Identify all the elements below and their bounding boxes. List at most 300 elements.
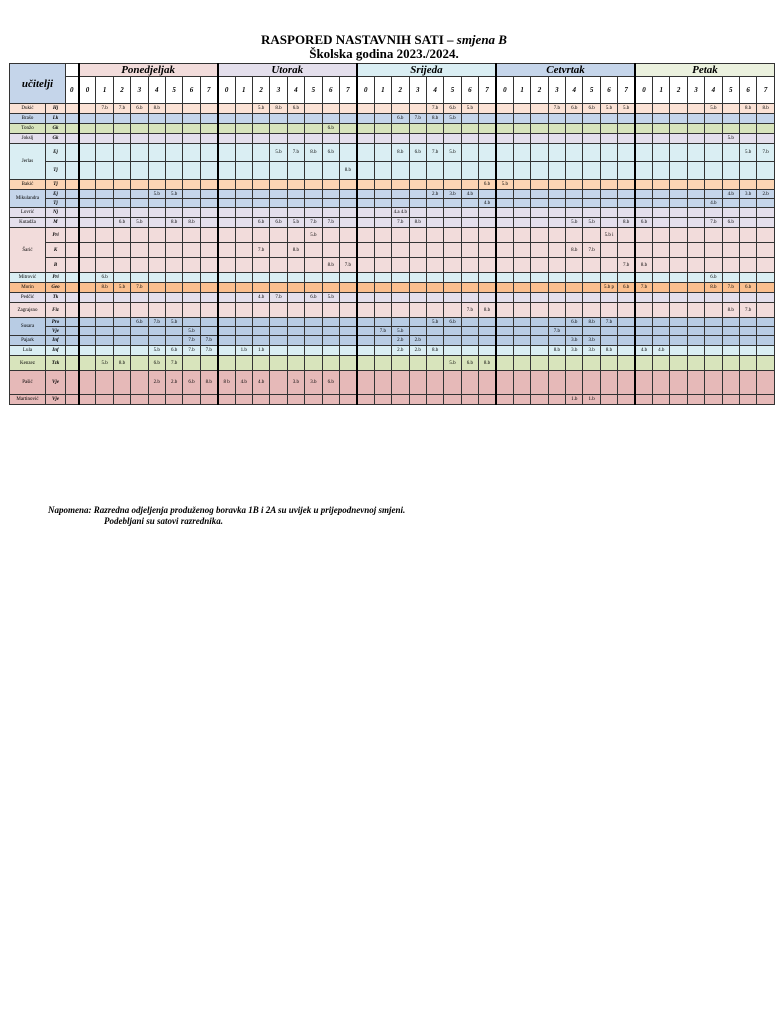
schedule-cell [322,199,339,208]
schedule-cell [357,273,374,283]
schedule-cell [444,243,461,258]
schedule-cell [653,273,670,283]
schedule-cell [670,371,687,395]
schedule-cell [148,293,165,303]
schedule-cell [113,327,130,336]
schedule-cell [496,356,513,371]
schedule-cell [600,293,617,303]
schedule-cell: 7.b [252,243,269,258]
schedule-cell [96,243,113,258]
schedule-cell [739,336,756,346]
schedule-cell [635,327,652,336]
schedule-cell [583,371,600,395]
schedule-cell [270,243,287,258]
schedule-cell [531,243,548,258]
schedule-cell [252,228,269,243]
schedule-cell [635,124,652,134]
subject-code: Gk [46,124,66,134]
schedule-cell [670,190,687,199]
period-header: 4 [566,77,583,104]
period-header: 6 [183,77,200,104]
schedule-cell [687,124,704,134]
schedule-cell [583,327,600,336]
schedule-cell [200,293,217,303]
schedule-cell [513,199,530,208]
period-header: 7 [479,77,496,104]
schedule-cell [687,199,704,208]
schedule-cell [635,273,652,283]
schedule-cell [218,318,235,327]
schedule-cell [479,104,496,114]
schedule-cell [531,228,548,243]
schedule-cell [670,180,687,190]
day-header: Srijeda [357,64,496,77]
schedule-cell [339,303,356,318]
schedule-cell [235,144,252,162]
schedule-cell [131,190,148,199]
schedule-cell [183,243,200,258]
schedule-cell [183,208,200,218]
schedule-cell [79,134,96,144]
schedule-cell [653,336,670,346]
schedule-cell [235,303,252,318]
teacher-name: Zagrajsno [10,303,46,318]
schedule-cell [444,293,461,303]
schedule-cell [339,228,356,243]
schedule-cell [635,144,652,162]
schedule-cell [409,258,426,273]
schedule-cell [218,190,235,199]
schedule-cell [566,371,583,395]
schedule-cell [705,228,722,243]
schedule-cell [270,327,287,336]
schedule-cell [722,104,739,114]
schedule-cell [392,258,409,273]
schedule-cell: 1.b [583,395,600,405]
schedule-cell [479,283,496,293]
schedule-cell [113,303,130,318]
schedule-cell [653,303,670,318]
schedule-cell [687,104,704,114]
schedule-cell [183,356,200,371]
schedule-cell [200,144,217,162]
schedule-cell [496,114,513,124]
footnote-line-2: Podebljani su satovi razrednika. [104,516,224,526]
schedule-cell [635,162,652,180]
schedule-cell: 5.b [252,104,269,114]
schedule-cell [444,303,461,318]
schedule-cell [479,336,496,346]
schedule-cell [583,356,600,371]
schedule-cell [131,124,148,134]
schedule-cell [374,258,391,273]
schedule-cell [200,114,217,124]
schedule-cell [479,243,496,258]
schedule-cell: 8.b [409,218,426,228]
schedule-cell [670,134,687,144]
schedule-cell [200,199,217,208]
footnote [48,505,405,527]
schedule-cell [479,228,496,243]
schedule-cell [357,303,374,318]
schedule-cell [513,283,530,293]
schedule-cell [165,395,182,405]
schedule-cell: 8.b [322,258,339,273]
schedule-cell [653,134,670,144]
schedule-cell [218,356,235,371]
schedule-cell [670,218,687,228]
teacher-name: Jerlas [10,144,46,180]
schedule-cell: 6.b [392,114,409,124]
schedule-cell [270,199,287,208]
schedule-cell [252,134,269,144]
teacher-name: Pašić [10,371,46,395]
schedule-cell [270,303,287,318]
schedule-cell [496,218,513,228]
schedule-cell [79,293,96,303]
schedule-cell [287,208,304,218]
subject-code: Tzk [46,356,66,371]
teacher-name: Brašo [10,114,46,124]
schedule-cell [496,243,513,258]
period-header: 5 [305,77,322,104]
schedule-cell: 7.b [705,218,722,228]
schedule-cell [270,258,287,273]
schedule-cell: 4.b [235,371,252,395]
schedule-cell [513,218,530,228]
teacher-row [10,134,775,144]
schedule-cell [566,273,583,283]
schedule-cell [79,356,96,371]
schedule-cell: 6.b [722,218,739,228]
schedule-cell [479,327,496,336]
schedule-cell [200,327,217,336]
schedule-cell [496,199,513,208]
schedule-cell [757,243,774,258]
schedule-cell [322,208,339,218]
schedule-cell [148,124,165,134]
teacher-row [10,293,775,303]
schedule-cell [96,218,113,228]
schedule-cell [618,303,635,318]
schedule-cell [235,190,252,199]
schedule-cell [392,104,409,114]
schedule-cell: 6.b [566,104,583,114]
schedule-cell [357,258,374,273]
schedule-cell [583,283,600,293]
schedule-cell [200,134,217,144]
schedule-cell [635,208,652,218]
subject-code: Pri [46,273,66,283]
schedule-cell [357,218,374,228]
schedule-cell [235,395,252,405]
schedule-cell [739,218,756,228]
schedule-cell [426,273,443,283]
schedule-cell [235,104,252,114]
teacher-name: Šarić [10,228,46,273]
schedule-cell: 3.b [287,371,304,395]
schedule-cell [618,318,635,327]
schedule-cell [252,190,269,199]
schedule-cell [305,346,322,356]
schedule-cell: 8.b [583,318,600,327]
period-header: 7 [618,77,635,104]
schedule-cell [513,336,530,346]
schedule-cell [687,228,704,243]
schedule-cell [218,199,235,208]
schedule-cell: 3.b [566,336,583,346]
schedule-cell [583,258,600,273]
schedule-cell [757,395,774,405]
schedule-cell [461,218,478,228]
schedule-cell: 8.b [270,104,287,114]
schedule-cell [322,180,339,190]
schedule-cell [426,293,443,303]
schedule-cell [305,199,322,208]
schedule-cell [426,199,443,208]
subject-code: K [46,243,66,258]
page-title: RASPORED NASTAVNIH SATI – smjena B [261,32,507,47]
schedule-cell [392,243,409,258]
schedule-cell [218,258,235,273]
schedule-cell [287,190,304,199]
schedule-cell [66,293,79,303]
schedule-cell [757,346,774,356]
teacher-row [10,228,775,243]
schedule-cell: 1.b [566,395,583,405]
schedule-cell [339,243,356,258]
schedule-cell [705,336,722,346]
schedule-cell [287,228,304,243]
schedule-cell [339,371,356,395]
schedule-cell [496,327,513,336]
schedule-cell [252,336,269,346]
schedule-cell [96,134,113,144]
schedule-cell [548,218,565,228]
schedule-cell [374,228,391,243]
schedule-cell: 5.b [705,104,722,114]
schedule-cell [600,199,617,208]
schedule-cell [618,356,635,371]
schedule-cell [653,356,670,371]
schedule-cell: 8.b [426,114,443,124]
schedule-cell [426,124,443,134]
schedule-cell [165,162,182,180]
schedule-cell [339,327,356,336]
schedule-cell: 5.b [131,218,148,228]
schedule-cell [183,199,200,208]
schedule-cell [531,303,548,318]
schedule-cell [670,356,687,371]
schedule-cell [270,134,287,144]
schedule-cell [705,144,722,162]
schedule-cell [148,218,165,228]
schedule-cell [600,180,617,190]
schedule-cell [200,218,217,228]
schedule-cell [218,336,235,346]
schedule-cell [461,283,478,293]
schedule-cell [113,336,130,346]
schedule-cell [113,371,130,395]
schedule-cell [444,199,461,208]
schedule-cell [739,208,756,218]
schedule-cell [687,303,704,318]
schedule-cell [600,336,617,346]
schedule-cell: 7.b [374,327,391,336]
schedule-cell: 7.b [618,258,635,273]
schedule-cell [496,208,513,218]
schedule-cell [66,199,79,208]
schedule-cell [287,124,304,134]
schedule-cell [722,318,739,327]
schedule-cell [496,134,513,144]
schedule-cell [66,243,79,258]
schedule-cell [635,104,652,114]
schedule-cell [600,218,617,228]
schedule-cell [513,180,530,190]
schedule-cell [687,218,704,228]
schedule-cell [79,273,96,283]
schedule-cell [583,114,600,124]
schedule-cell [600,208,617,218]
schedule-cell: 7.b [426,144,443,162]
schedule-cell [513,395,530,405]
schedule-cell [148,208,165,218]
schedule-cell: 8.b [200,371,217,395]
schedule-cell [739,395,756,405]
schedule-cell: 1.b [252,346,269,356]
schedule-cell [287,162,304,180]
teacher-name: Dukić [10,104,46,114]
schedule-cell: 2.b [426,190,443,199]
schedule-cell [252,303,269,318]
schedule-cell [409,199,426,208]
schedule-cell [757,371,774,395]
schedule-cell [479,395,496,405]
schedule-cell [409,124,426,134]
schedule-cell [79,303,96,318]
schedule-cell [687,273,704,283]
schedule-cell [635,228,652,243]
schedule-cell: 3.b [583,346,600,356]
schedule-cell: 4.b [461,190,478,199]
schedule-cell [392,190,409,199]
schedule-cell [705,258,722,273]
schedule-cell [461,371,478,395]
schedule-cell [635,336,652,346]
schedule-cell: 5.b [392,327,409,336]
schedule-cell [113,144,130,162]
schedule-cell [200,303,217,318]
schedule-cell [131,303,148,318]
schedule-cell [165,228,182,243]
schedule-cell [618,114,635,124]
schedule-cell [600,190,617,199]
schedule-cell [218,243,235,258]
schedule-cell [653,104,670,114]
schedule-cell [235,273,252,283]
schedule-cell [496,336,513,346]
schedule-cell: 8.b [722,303,739,318]
schedule-cell [183,162,200,180]
schedule-cell: 2.b [392,336,409,346]
schedule-cell [566,144,583,162]
schedule-cell [252,258,269,273]
subject-code: Ej [46,190,66,199]
schedule-cell [687,208,704,218]
schedule-cell [374,273,391,283]
schedule-cell [322,134,339,144]
schedule-cell [409,228,426,243]
schedule-cell [705,346,722,356]
schedule-cell: 8.b [287,243,304,258]
schedule-cell [461,180,478,190]
schedule-cell [531,144,548,162]
schedule-cell [131,162,148,180]
schedule-cell [131,243,148,258]
schedule-cell [183,293,200,303]
schedule-cell [739,199,756,208]
schedule-cell [600,162,617,180]
schedule-cell [66,114,79,124]
schedule-cell: 7.b [583,243,600,258]
schedule-cell [757,303,774,318]
schedule-cell [200,228,217,243]
schedule-cell: 5.b [600,104,617,114]
schedule-cell [444,180,461,190]
schedule-cell [305,124,322,134]
teacher-name: Morin [10,283,46,293]
subject-code: Lk [46,114,66,124]
schedule-cell [409,104,426,114]
period-header: 3 [548,77,565,104]
schedule-cell [339,134,356,144]
schedule-cell: 8.b [426,346,443,356]
schedule-cell [548,134,565,144]
schedule-cell: 3.b [583,336,600,346]
schedule-cell: 2.b [409,346,426,356]
schedule-cell [305,114,322,124]
schedule-cell [409,243,426,258]
schedule-cell [635,395,652,405]
schedule-cell [461,162,478,180]
schedule-cell: 4.b [653,346,670,356]
schedule-cell [113,134,130,144]
schedule-cell [252,162,269,180]
schedule-cell [66,208,79,218]
schedule-cell [513,114,530,124]
schedule-cell [218,124,235,134]
schedule-cell [618,134,635,144]
period-header: 6 [739,77,756,104]
schedule-cell [548,162,565,180]
schedule-cell [131,180,148,190]
schedule-cell [479,346,496,356]
schedule-cell [531,371,548,395]
schedule-cell [548,199,565,208]
schedule-cell [739,356,756,371]
schedule-cell [113,258,130,273]
schedule-cell [357,371,374,395]
schedule-cell [131,327,148,336]
schedule-cell [165,327,182,336]
schedule-cell [705,208,722,218]
teachers-header: učitelji [10,64,66,104]
schedule-cell [287,346,304,356]
schedule-cell [705,303,722,318]
schedule-cell [66,327,79,336]
schedule-cell [96,199,113,208]
